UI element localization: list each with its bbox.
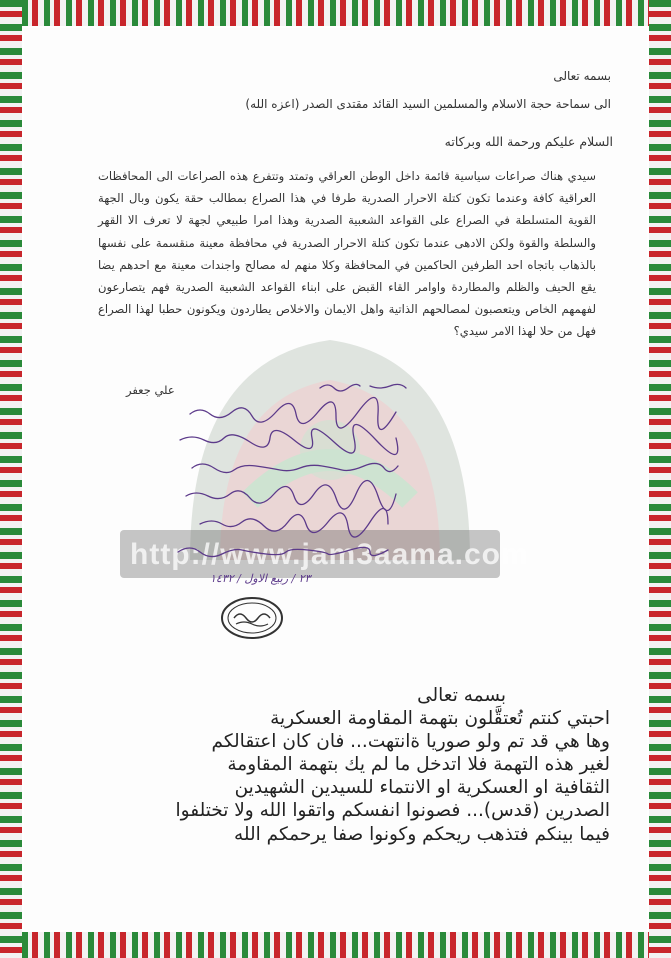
office-seal-stamp xyxy=(220,596,284,640)
decorative-border-left xyxy=(0,0,22,958)
letter-body: سيدي هناك صراعات سياسية قائمة داخل الوطن العراقي وتمتد وتتفرع هذه الصراعات الى المحافظات العراقية كافة وعندما تكون كتلة الاحرار الصدرية طرفا في هذا الصراع بمطالب حقة يكون وبال الجهة القوية المتسلطة في الصراع على القواعد الشعبية الصدرية وهذا امرا طبيعي لجهة لا تعرف الا القهر والسلطة والقوة ولكن الادهى عندما تكون كتلة الاحرار الصدرية في محافظة معينة منقسمة على نفسها بالذهاب باتجاه احد الطرفين الحاكمين في المحافظة وكلا منهم له مصالح واجندات معينة مع احدهم يضا يقع الحيف والظلم والمطاردة واوامر القاء القبض على ابناء القواعد الشعبية الصدرية فهم يتصارعون لفهمهم الخاص ويتعصبون لمصالحهم الذاتية واهل الايمان والاخلاص يطاردون ويكونون حطبا لهذا الصراع فهل من حلا لهذا الامر سيدي؟ xyxy=(98,169,596,339)
transcript-line-7: فيما بينكم فتذهب ريحكم وكونوا صفا يرحمكم الله xyxy=(233,823,610,845)
transcript-line-6: الصدرين (قدس)... فصونوا انفسكم واتقوا الله ولا تختلفوا xyxy=(175,800,610,822)
transcript-line-2: احبتي كنتم تُعتقَّلون بتهمة المقاومة العسكرية xyxy=(270,708,610,730)
decorative-border-top xyxy=(0,0,671,26)
decorative-border-bottom xyxy=(0,932,671,958)
letter-greeting: السلام عليكم ورحمة الله وبركاته xyxy=(444,134,613,149)
handwritten-date: ٢٣ / ربيع الاول / ١٤٣٢ xyxy=(210,572,311,585)
typed-transcript xyxy=(130,684,610,846)
letter-basmala: بسمه تعالى xyxy=(553,69,611,83)
handwritten-reply xyxy=(170,374,455,574)
transcript-line-1: بسمه تعالى xyxy=(417,685,506,706)
letter-signature: علي جعفر xyxy=(126,383,175,397)
transcript-line-4: لغير هذه التهمة فلا اتدخل ما لم يك بتهمة المقاومة xyxy=(227,754,610,776)
transcript-line-5: الثقافية او العسكرية او الانتماء للسيدين الشهيدين xyxy=(234,777,610,799)
watermark-url: http://www.jam3aama.com xyxy=(130,538,529,571)
decorative-border-right xyxy=(649,0,671,958)
letter-addressee: الى سماحة حجة الاسلام والمسلمين السيد القائد مقتدى الصدر (اعزه الله) xyxy=(245,97,611,111)
transcript-line-3: وها هي قد تم ولو صوريا ةانتهت... فان كان اعتقالكم xyxy=(211,731,610,753)
